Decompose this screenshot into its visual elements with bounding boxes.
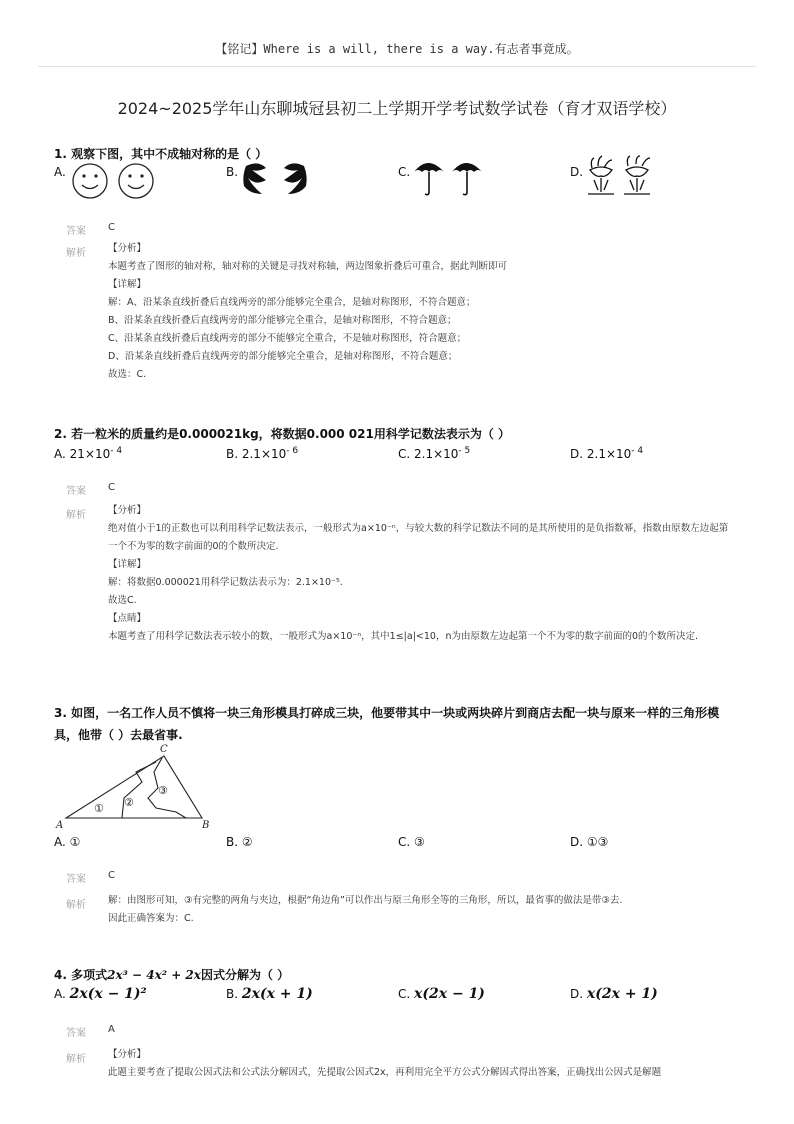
- q4-analysis-label: 解析: [66, 1054, 86, 1065]
- q2-analysis-line: 绝对值小于1的正数也可以利用科学记数法表示，一般形式为a×10⁻ⁿ，与较大数的科学记数法不同的是其所使用的是负指数幂，指数由原数左边起第一个不为零的数字前面的0的个数所决定.: [108, 523, 729, 552]
- q2-option-c: C. $2.1\times 10^{- 5}$: [398, 446, 471, 461]
- q3-stem-line2: 具，他带（ ）去最省事.: [54, 728, 183, 742]
- q4-stem: 4. 多项式2x³ − 4x² + 2x因式分解为（ ）: [54, 968, 290, 982]
- q4-analysis-line: 【分析】: [108, 1049, 147, 1060]
- vertex-b-label: B: [202, 820, 210, 831]
- smiley-faces-figure: [70, 160, 160, 202]
- q4-option-d: D. x(2x + 1): [570, 986, 658, 1002]
- q1-analysis-line: D、沿某条直线折叠后直线两旁的部分能够完全重合，是轴对称图形，不符合题意；: [108, 351, 458, 362]
- q1-analysis-line: 本题考查了图形的轴对称，轴对称的关键是寻找对称轴，两边图象折叠后可重合，据此判断即可: [108, 261, 508, 272]
- q2-analysis-line: 故选C.: [108, 595, 137, 606]
- q2-option-d: D. $2.1\times 10^{- 4}$: [570, 446, 644, 461]
- q1-option-c: C.: [398, 165, 411, 179]
- bird-shapes-figure: [240, 158, 310, 200]
- q3-option-c: C. ③: [398, 835, 425, 849]
- q2-analysis-label: 解析: [66, 510, 86, 521]
- plant-figures-figure: [584, 154, 660, 200]
- q3-answer-label: 答案: [66, 874, 86, 885]
- q4-option-b: B. 2x(x + 1): [226, 986, 313, 1002]
- vertex-c-label: C: [160, 744, 168, 755]
- q4-option-c: C. x(2x − 1): [398, 986, 485, 1002]
- q3-analysis-line: 因此正确答案为：C.: [108, 913, 194, 924]
- q1-stem: 1. 观察下图，其中不成轴对称的是（ ）: [54, 147, 268, 161]
- q1-option-a: A.: [54, 165, 66, 179]
- piece-2-label: ②: [124, 796, 134, 809]
- q3-option-d: D. ①③: [570, 835, 609, 849]
- q3-analysis-line: 解：由图形可知，③有完整的两角与夹边，根据“角边角”可以作出与原三角形全等的三角形，所以，最省事的做法是带③去.: [108, 895, 623, 906]
- q4-analysis-line: 此题主要考查了提取公因式法和公式法分解因式，先提取公因式2x，再利用完全平方公式分解因式得出答案，正确找出公因式是解题: [108, 1067, 662, 1078]
- q1-analysis-label: 解析: [66, 248, 86, 259]
- q2-stem: 2. 若一粒米的质量约是0.000021kg，将数据0.000 021用科学记数法表示为（ ）: [54, 427, 511, 441]
- vertex-a-label: A: [56, 820, 64, 831]
- q1-answer-label: 答案: [66, 226, 86, 237]
- q2-option-b: B. $2.1\times 10^{- 6}$: [226, 446, 299, 461]
- q3-option-b: B. ②: [226, 835, 253, 849]
- q2-analysis: [108, 502, 732, 646]
- q3-stem-line1: 3. 如图，一名工作人员不慎将一块三角形模具打碎成三块，他要带其中一块或两块碎片到商店去配一块与原来一样的三角形模: [54, 706, 720, 720]
- broken-triangle-figure: [52, 742, 222, 832]
- q4-option-a: A. 2x(x − 1)²: [54, 986, 147, 1002]
- header-motto: 【铭记】Where is a will, there is a way.有志者事竟成。: [215, 42, 579, 56]
- q1-answer: C: [108, 222, 115, 233]
- umbrellas-figure: [412, 156, 488, 200]
- q1-analysis-line: C、沿某条直线折叠后直线两旁的部分不能够完全重合，不是轴对称图形，符合题意；: [108, 333, 467, 344]
- q4-answer: A: [108, 1024, 115, 1035]
- q4-answer-label: 答案: [66, 1028, 86, 1039]
- q2-analysis-line: 解：将数据0.000021用科学记数法表示为：2.1×10⁻⁵.: [108, 577, 343, 588]
- q3-option-a: A. ①: [54, 835, 81, 849]
- q1-analysis-line: 解：A、沿某条直线折叠后直线两旁的部分能够完全重合，是轴对称图形，不符合题意；: [108, 297, 476, 308]
- q1-analysis-line: 【详解】: [108, 279, 147, 290]
- q2-analysis-line: 【分析】: [108, 505, 147, 516]
- q2-analysis-line: 本题考查了用科学记数法表示较小的数，一般形式为a×10⁻ⁿ，其中1≤|a|<10，n为由原数左边起第一个不为零的数字前面的0的个数所决定.: [108, 631, 699, 642]
- q1-analysis-line: B、沿某条直线折叠后直线两旁的部分能够完全重合，是轴对称图形，不符合题意；: [108, 315, 457, 326]
- q4-polynomial: 2x³ − 4x² + 2x: [107, 968, 201, 982]
- q2-answer-label: 答案: [66, 486, 86, 497]
- q3-analysis-label: 解析: [66, 900, 86, 911]
- q2-analysis-line: 【详解】: [108, 559, 147, 570]
- piece-3-label: ③: [158, 784, 168, 797]
- q3-answer: C: [108, 870, 115, 881]
- paper-title: 2024~2025学年山东聊城冠县初二上学期开学考试数学试卷（育才双语学校）: [117, 99, 677, 118]
- q4-analysis: [108, 1046, 732, 1082]
- piece-1-label: ①: [94, 802, 104, 815]
- q1-option-d: D.: [570, 165, 584, 179]
- q1-analysis-line: 故选：C.: [108, 369, 147, 380]
- q3-analysis: [108, 892, 732, 928]
- q2-analysis-line: 【点睛】: [108, 613, 147, 624]
- q1-analysis: [108, 240, 732, 384]
- header-divider: [38, 66, 756, 67]
- q1-analysis-line: 【分析】: [108, 243, 147, 254]
- q2-answer: C: [108, 482, 115, 493]
- q1-option-b: B.: [226, 165, 239, 179]
- q2-option-a: A. $21\times 10^{- 4}$: [54, 446, 123, 461]
